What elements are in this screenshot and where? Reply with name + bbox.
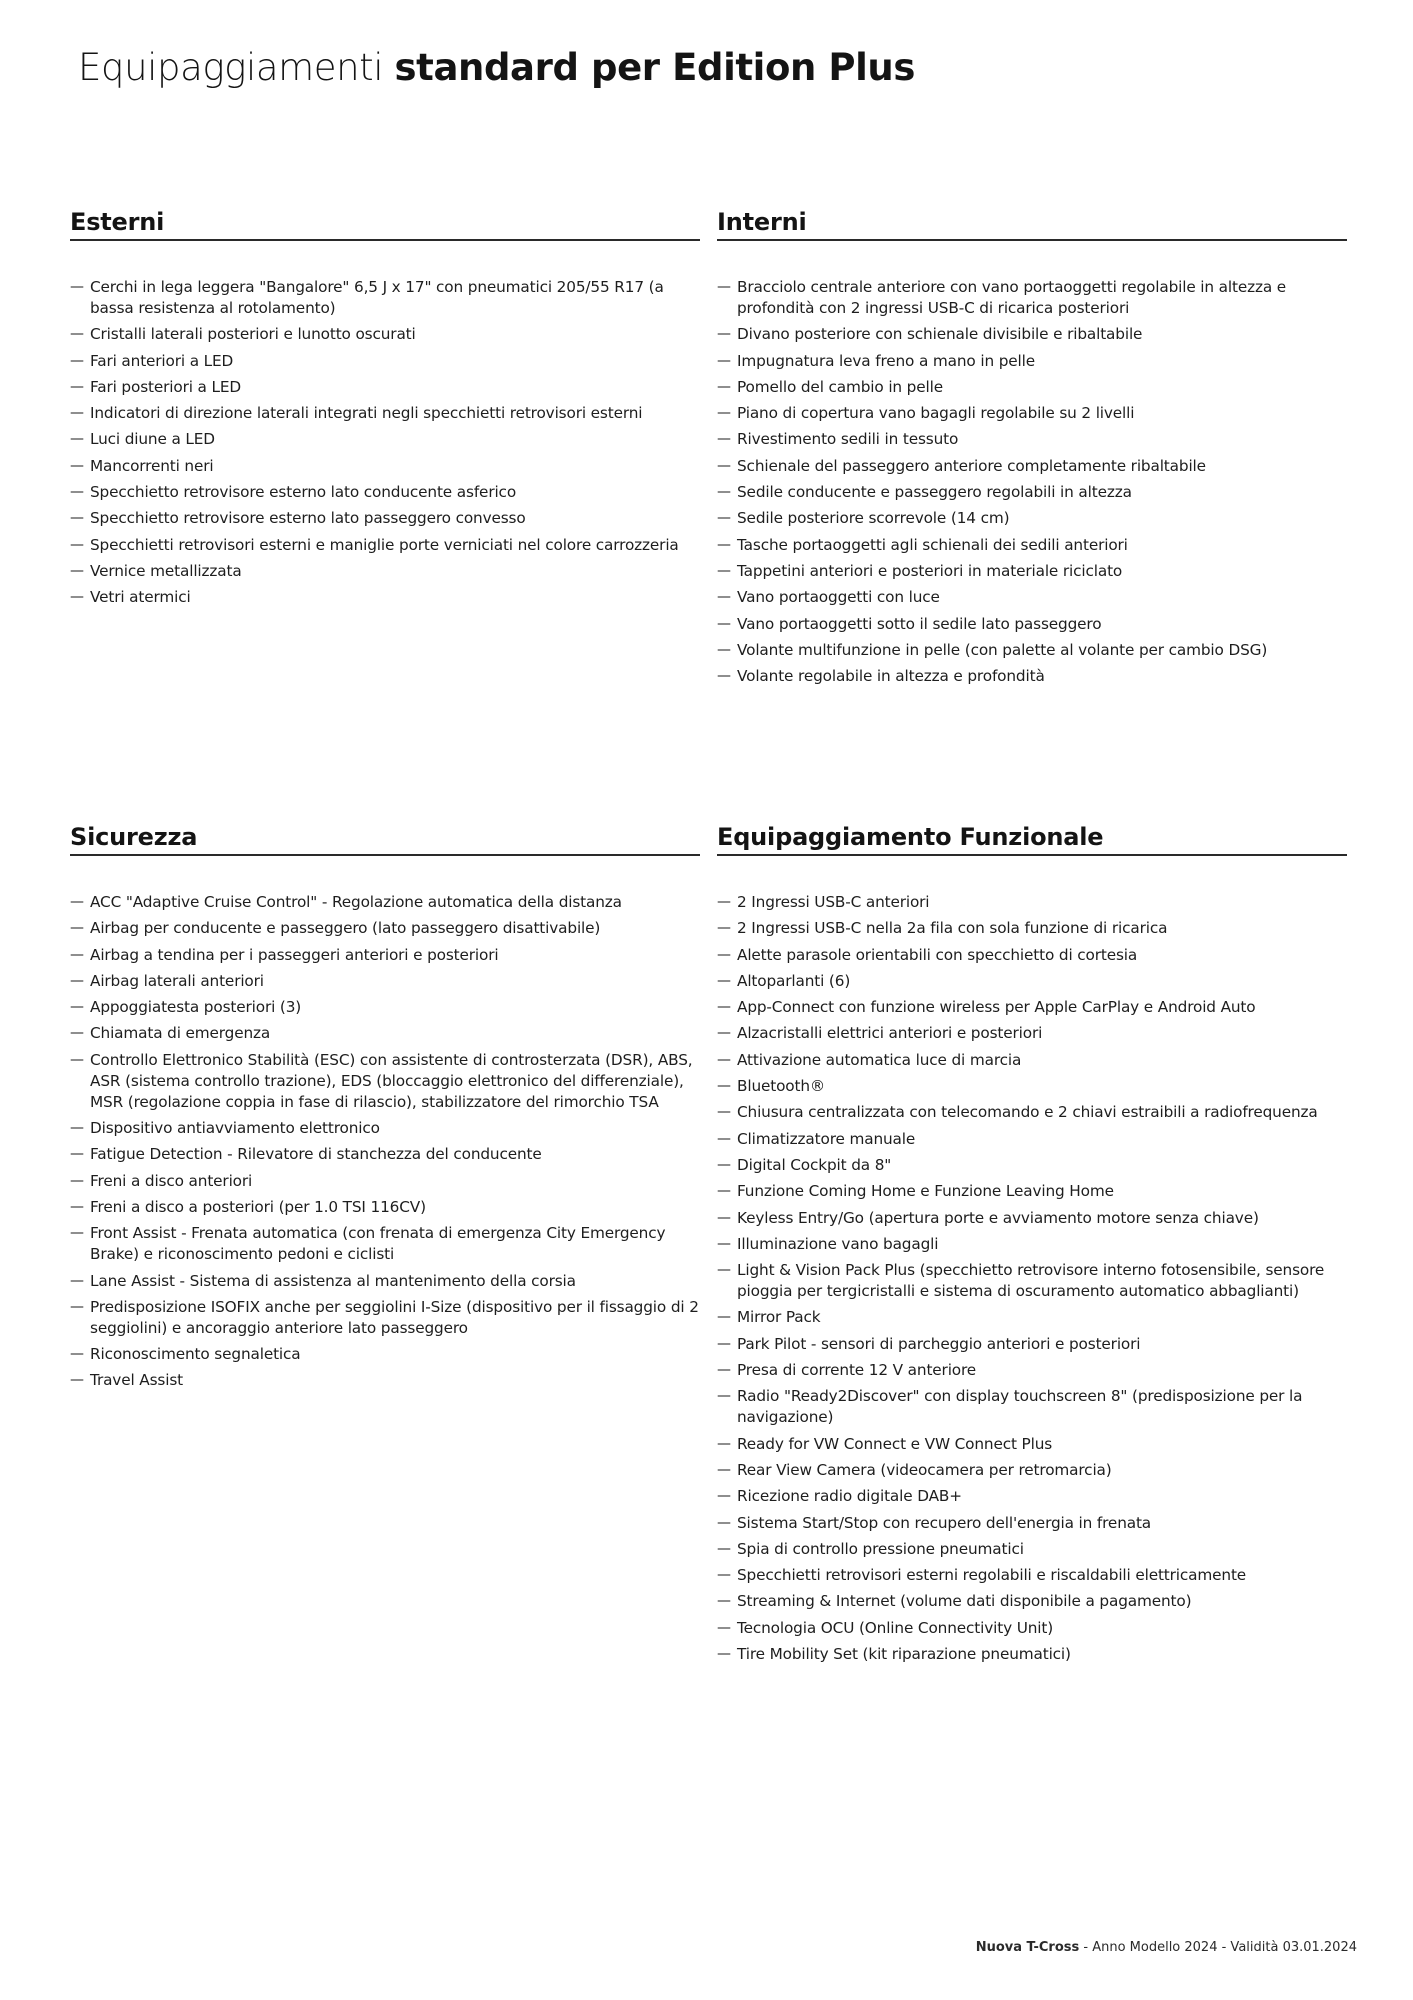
list-item: — Airbag laterali anteriori bbox=[70, 971, 700, 992]
list-item: — Airbag per conducente e passeggero (lato passeggero disattivabile) bbox=[70, 918, 700, 939]
list-item: — Alette parasole orientabili con specchietto di cortesia bbox=[717, 945, 1347, 966]
list-item: — Sistema Start/Stop con recupero dell'energia in frenata bbox=[717, 1513, 1347, 1534]
list-item: — Fatigue Detection - Rilevatore di stanchezza del conducente bbox=[70, 1144, 700, 1165]
list-item: — Pomello del cambio in pelle bbox=[717, 377, 1347, 398]
list-item: — Funzione Coming Home e Funzione Leaving Home bbox=[717, 1181, 1347, 1202]
list-item: — Volante multifunzione in pelle (con palette al volante per cambio DSG) bbox=[717, 640, 1347, 661]
list-item: — Impugnatura leva freno a mano in pelle bbox=[717, 351, 1347, 372]
section-sicurezza bbox=[70, 822, 700, 1397]
list-item: — Tire Mobility Set (kit riparazione pneumatici) bbox=[717, 1644, 1347, 1665]
section-heading: Equipaggiamento Funzionale bbox=[717, 822, 1347, 856]
list-item: — Specchietti retrovisori esterni regolabili e riscaldabili elettricamente bbox=[717, 1565, 1347, 1586]
page-title bbox=[78, 46, 915, 89]
feature-list bbox=[717, 892, 1347, 1665]
list-item: — Vetri atermici bbox=[70, 587, 700, 608]
list-item: — Sedile posteriore scorrevole (14 cm) bbox=[717, 508, 1347, 529]
list-item: — Front Assist - Frenata automatica (con frenata di emergenza City Emergency Brake) e riconoscimento pedoni e ciclisti bbox=[70, 1223, 700, 1265]
list-item: — Dispositivo antiavviamento elettronico bbox=[70, 1118, 700, 1139]
section-interni bbox=[717, 207, 1347, 692]
list-item: — 2 Ingressi USB-C anteriori bbox=[717, 892, 1347, 913]
list-item: — Illuminazione vano bagagli bbox=[717, 1234, 1347, 1255]
list-item: — Park Pilot - sensori di parcheggio anteriori e posteriori bbox=[717, 1334, 1347, 1355]
list-item: — Appoggiatesta posteriori (3) bbox=[70, 997, 700, 1018]
list-item: — Specchietto retrovisore esterno lato conducente asferico bbox=[70, 482, 700, 503]
list-item: — Climatizzatore manuale bbox=[717, 1129, 1347, 1150]
list-item: — Attivazione automatica luce di marcia bbox=[717, 1050, 1347, 1071]
footer-details: - Anno Modello 2024 - Validità 03.01.2024 bbox=[1079, 1940, 1357, 1955]
list-item: — Spia di controllo pressione pneumatici bbox=[717, 1539, 1347, 1560]
feature-list bbox=[70, 892, 700, 1391]
section-equipaggiamento-funzionale bbox=[717, 822, 1347, 1670]
list-item: — Riconoscimento segnaletica bbox=[70, 1344, 700, 1365]
list-item: — Bracciolo centrale anteriore con vano portaoggetti regolabile in altezza e profondità con 2 ingressi USB-C di ricarica posteriori bbox=[717, 277, 1347, 319]
section-heading: Sicurezza bbox=[70, 822, 700, 856]
list-item: — Tecnologia OCU (Online Connectivity Unit) bbox=[717, 1618, 1347, 1639]
list-item: — Airbag a tendina per i passeggeri anteriori e posteriori bbox=[70, 945, 700, 966]
list-item: — Divano posteriore con schienale divisibile e ribaltabile bbox=[717, 324, 1347, 345]
list-item: — Presa di corrente 12 V anteriore bbox=[717, 1360, 1347, 1381]
list-item: — Cristalli laterali posteriori e lunotto oscurati bbox=[70, 324, 700, 345]
list-item: — Rivestimento sedili in tessuto bbox=[717, 429, 1347, 450]
page-title-bold: standard per Edition Plus bbox=[394, 46, 915, 89]
list-item: — Indicatori di direzione laterali integrati negli specchietti retrovisori esterni bbox=[70, 403, 700, 424]
list-item: — Ricezione radio digitale DAB+ bbox=[717, 1486, 1347, 1507]
list-item: — Streaming & Internet (volume dati disponibile a pagamento) bbox=[717, 1591, 1347, 1612]
list-item: — Schienale del passeggero anteriore completamente ribaltabile bbox=[717, 456, 1347, 477]
list-item: — Tasche portaoggetti agli schienali dei sedili anteriori bbox=[717, 535, 1347, 556]
list-item: — Chiamata di emergenza bbox=[70, 1023, 700, 1044]
list-item: — Freni a disco a posteriori (per 1.0 TSI 116CV) bbox=[70, 1197, 700, 1218]
list-item: — Controllo Elettronico Stabilità (ESC) con assistente di controsterzata (DSR), ABS, ASR (sistema controllo trazione), EDS (bloccaggio elettronico del differenziale), MSR (regolazione coppia in fase di rilascio), stabilizzatore del rimorchio TSA bbox=[70, 1050, 700, 1113]
feature-list bbox=[717, 277, 1347, 687]
list-item: — Bluetooth® bbox=[717, 1076, 1347, 1097]
page-title-light: Equipaggiamenti bbox=[78, 46, 384, 89]
list-item: — Fari posteriori a LED bbox=[70, 377, 700, 398]
list-item: — Vano portaoggetti sotto il sedile lato passeggero bbox=[717, 614, 1347, 635]
list-item: — Lane Assist - Sistema di assistenza al mantenimento della corsia bbox=[70, 1271, 700, 1292]
list-item: — Fari anteriori a LED bbox=[70, 351, 700, 372]
list-item: — Vernice metallizzata bbox=[70, 561, 700, 582]
section-heading: Esterni bbox=[70, 207, 700, 241]
list-item: — Digital Cockpit da 8" bbox=[717, 1155, 1347, 1176]
list-item: — Rear View Camera (videocamera per retromarcia) bbox=[717, 1460, 1347, 1481]
feature-list bbox=[70, 277, 700, 608]
list-item: — Specchietti retrovisori esterni e maniglie porte verniciati nel colore carrozzeria bbox=[70, 535, 700, 556]
list-item: — Mirror Pack bbox=[717, 1307, 1347, 1328]
list-item: — Predisposizione ISOFIX anche per seggiolini I-Size (dispositivo per il fissaggio di 2 seggiolini) e ancoraggio anteriore lato passeggero bbox=[70, 1297, 700, 1339]
section-heading: Interni bbox=[717, 207, 1347, 241]
list-item: — ACC "Adaptive Cruise Control" - Regolazione automatica della distanza bbox=[70, 892, 700, 913]
list-item: — App-Connect con funzione wireless per Apple CarPlay e Android Auto bbox=[717, 997, 1347, 1018]
list-item: — Keyless Entry/Go (apertura porte e avviamento motore senza chiave) bbox=[717, 1208, 1347, 1229]
list-item: — Mancorrenti neri bbox=[70, 456, 700, 477]
list-item: — Volante regolabile in altezza e profondità bbox=[717, 666, 1347, 687]
section-esterni bbox=[70, 207, 700, 614]
list-item: — Freni a disco anteriori bbox=[70, 1171, 700, 1192]
page-footer bbox=[976, 1940, 1357, 1955]
list-item: — Specchietto retrovisore esterno lato passeggero convesso bbox=[70, 508, 700, 529]
list-item: — Radio "Ready2Discover" con display touchscreen 8" (predisposizione per la navigazione) bbox=[717, 1386, 1347, 1428]
footer-model: Nuova T-Cross bbox=[975, 1940, 1080, 1955]
list-item: — Cerchi in lega leggera "Bangalore" 6,5 J x 17" con pneumatici 205/55 R17 (a bassa resistenza al rotolamento) bbox=[70, 277, 700, 319]
list-item: — Light & Vision Pack Plus (specchietto retrovisore interno fotosensibile, sensore pioggia per tergicristalli e sistema di oscuramento automatico abbaglianti) bbox=[717, 1260, 1347, 1302]
list-item: — Luci diune a LED bbox=[70, 429, 700, 450]
list-item: — Chiusura centralizzata con telecomando e 2 chiavi estraibili a radiofrequenza bbox=[717, 1102, 1347, 1123]
list-item: — 2 Ingressi USB-C nella 2a fila con sola funzione di ricarica bbox=[717, 918, 1347, 939]
list-item: — Tappetini anteriori e posteriori in materiale riciclato bbox=[717, 561, 1347, 582]
list-item: — Piano di copertura vano bagagli regolabile su 2 livelli bbox=[717, 403, 1347, 424]
list-item: — Alzacristalli elettrici anteriori e posteriori bbox=[717, 1023, 1347, 1044]
list-item: — Travel Assist bbox=[70, 1370, 700, 1391]
list-item: — Vano portaoggetti con luce bbox=[717, 587, 1347, 608]
list-item: — Altoparlanti (6) bbox=[717, 971, 1347, 992]
list-item: — Sedile conducente e passeggero regolabili in altezza bbox=[717, 482, 1347, 503]
list-item: — Ready for VW Connect e VW Connect Plus bbox=[717, 1434, 1347, 1455]
